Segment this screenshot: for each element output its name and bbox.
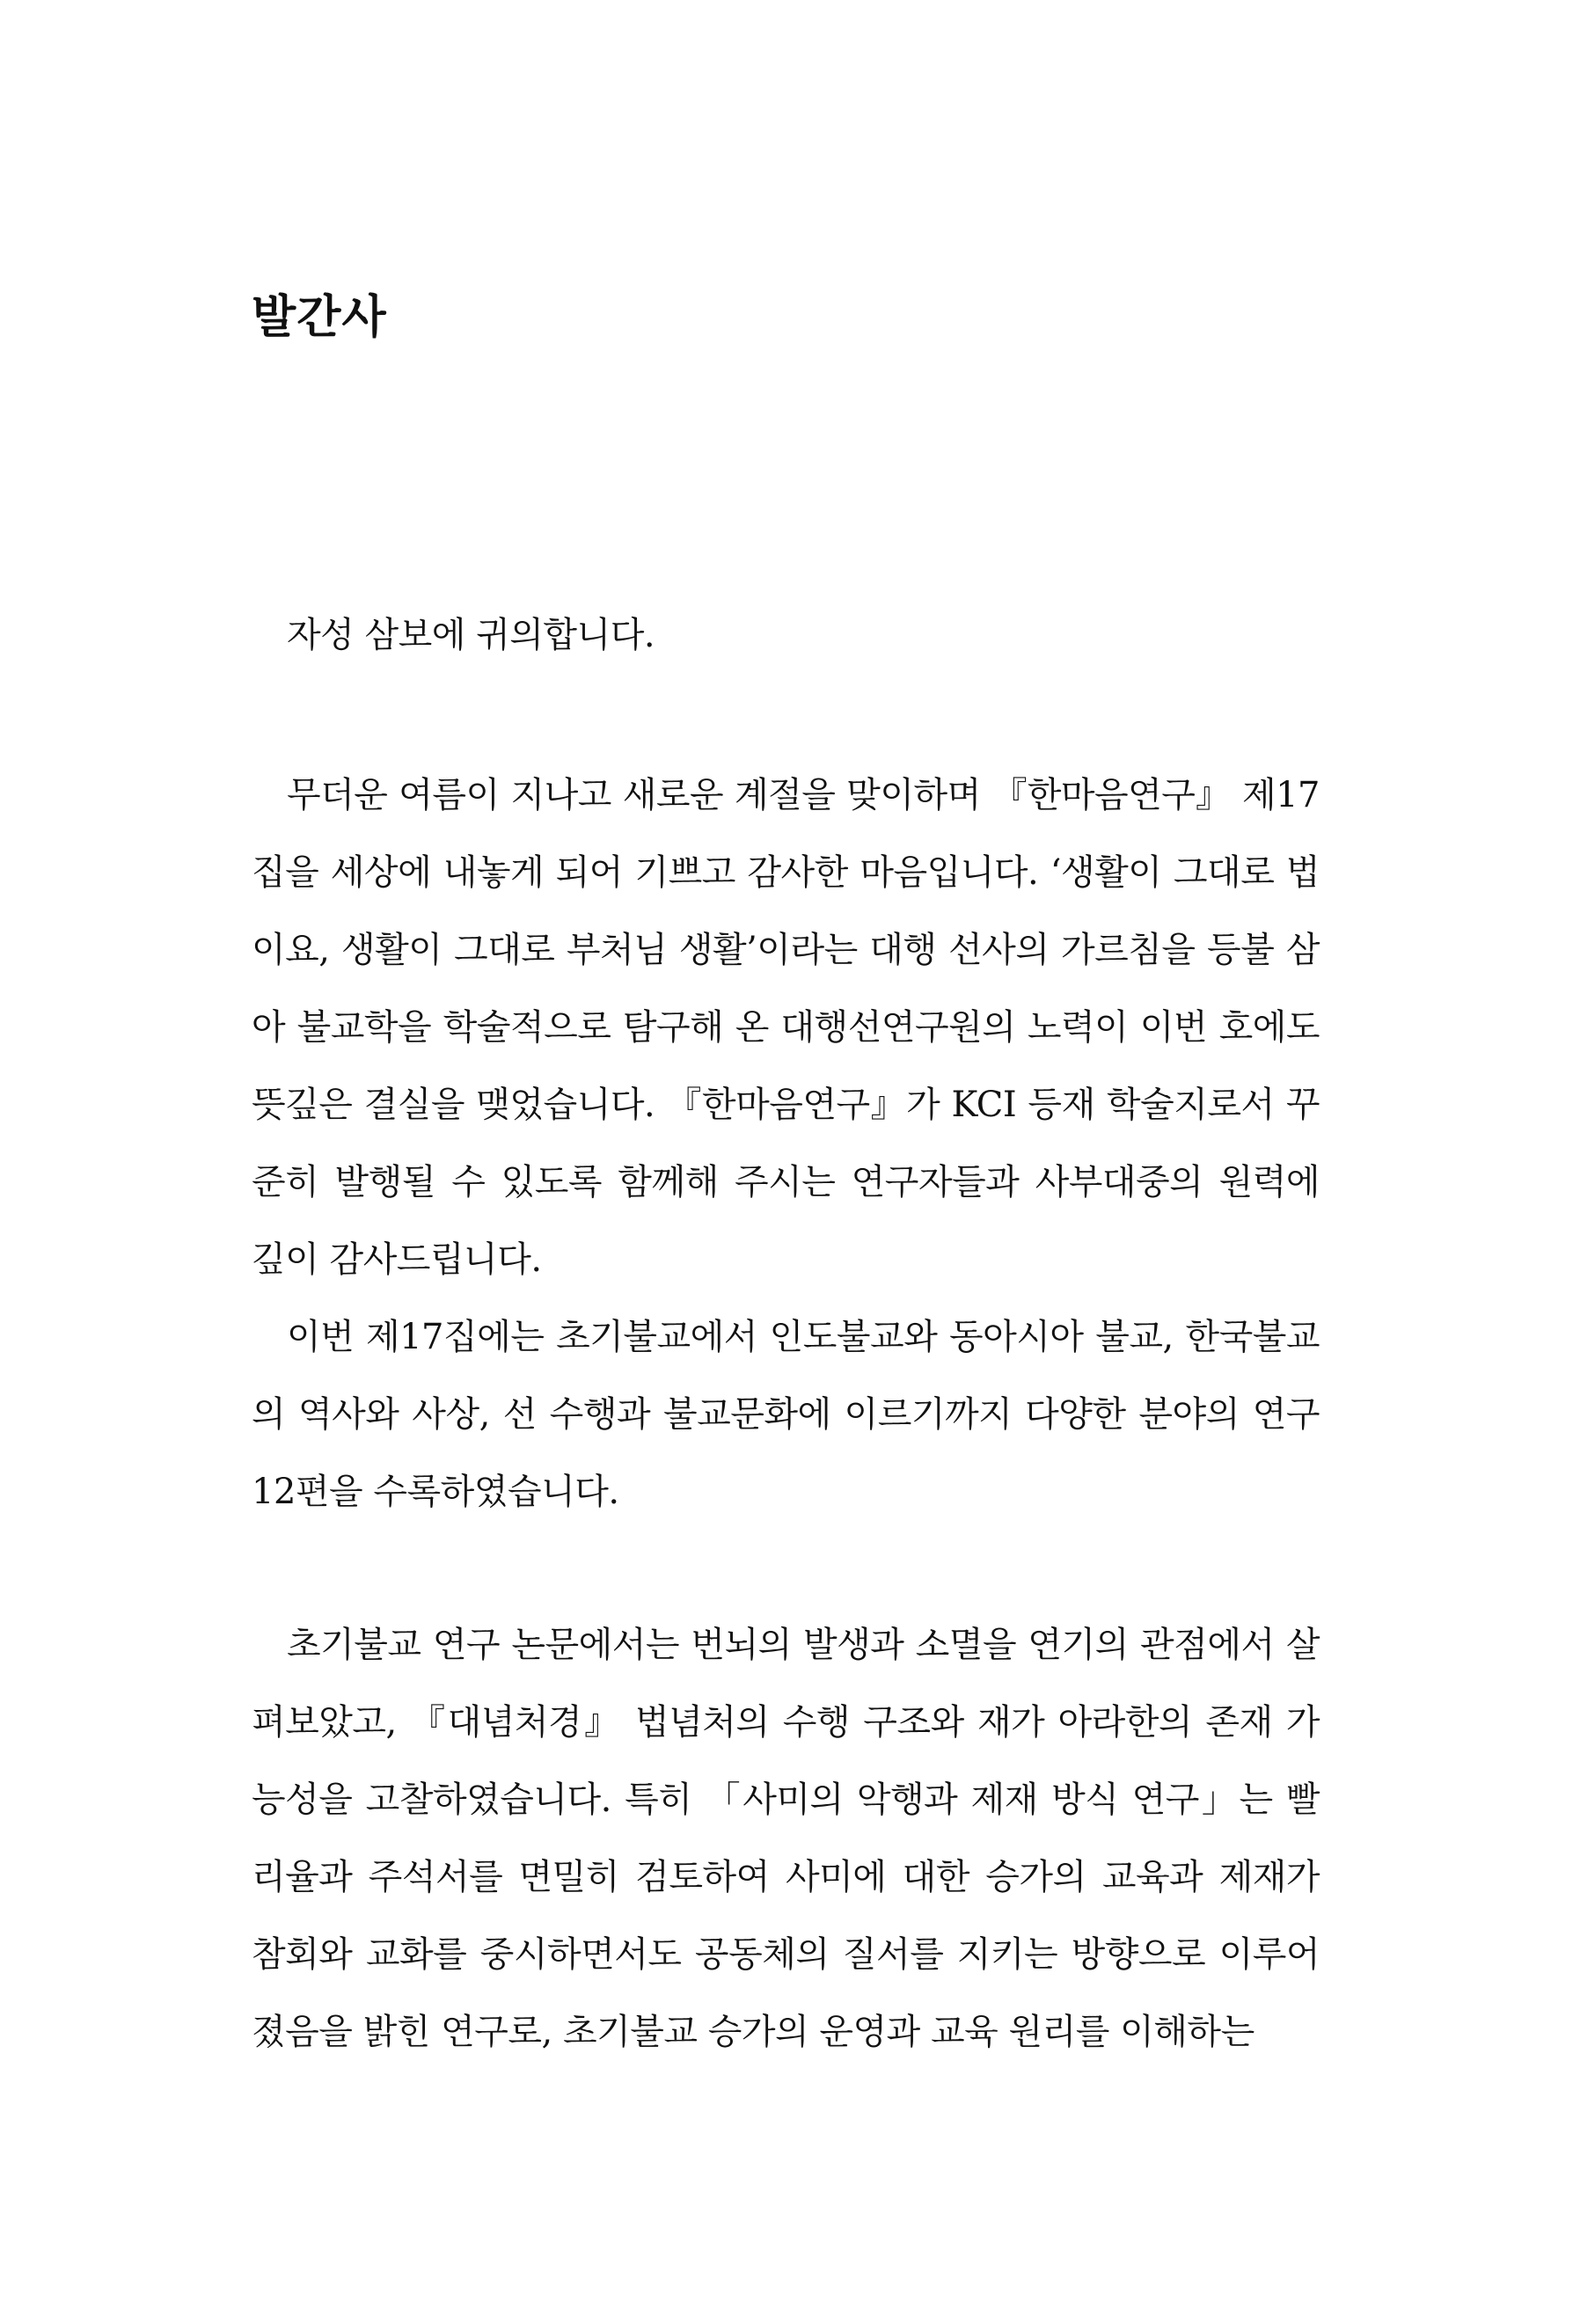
paragraph-3: 초기불교 연구 논문에서는 번뇌의 발생과 소멸을 연기의 관점에서 살펴보았고, 『대념처경』 법념처의 수행 구조와 재가 아라한의 존재 가능성을 고찰하였습니다. 특히 「사미의 악행과 제재 방식 연구」는 빨리율과 주석서를 면밀히 검토하여 사미에 대한 승가의 교육과 제재가 참회와 교화를 중시하면서도 공동체의 질서를 지키는 방향으로 이루어졌음을 밝힌 연구로, 초기불교 승가의 운영과 교육 원리를 이해하는	[252, 1625, 1320, 2052]
page-title: 발간사	[252, 290, 387, 344]
greeting-text: 자성 삼보에 귀의합니다.	[287, 615, 655, 655]
paragraph-1: 무더운 여름이 지나고 새로운 계절을 맞이하며 『한마음연구』 제17집을 세상에 내놓게 되어 기쁘고 감사한 마음입니다. ‘생활이 그대로 법이요, 생활이 그대로 부처님 생활’이라는 대행 선사의 가르침을 등불 삼아 불교학을 학술적으로 탐구해 온 대행선연구원의 노력이 이번 호에도 뜻깊은 결실을 맺었습니다. 『한마음연구』가 KCI 등재 학술지로서 꾸준히 발행될 수 있도록 함께해 주시는 연구자들과 사부대중의 원력에 깊이 감사드립니다.	[252, 775, 1320, 1280]
paragraph-2: 이번 제17집에는 초기불교에서 인도불교와 동아시아 불교, 한국불교의 역사와 사상, 선 수행과 불교문화에 이르기까지 다양한 분야의 연구 12편을 수록하였습니다.	[252, 1317, 1320, 1512]
